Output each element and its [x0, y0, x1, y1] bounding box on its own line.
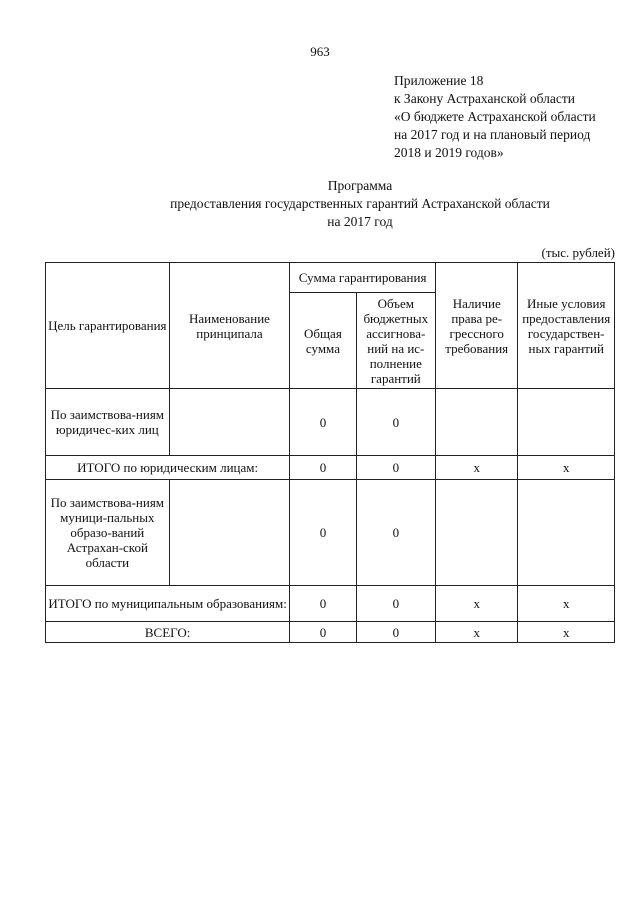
- table-row: [46, 389, 615, 456]
- cell-other: x: [518, 456, 615, 480]
- cell-budget: 0: [356, 586, 435, 622]
- subtotal-row: [46, 456, 615, 480]
- cell-other: [518, 389, 615, 456]
- title-line: на 2017 год: [327, 214, 393, 229]
- cell-total: 0: [290, 622, 356, 643]
- cell-principal: [169, 389, 290, 456]
- page-number: 963: [310, 44, 330, 59]
- cell-total: 0: [290, 480, 356, 586]
- table-row: [46, 480, 615, 586]
- header-goal: Цель гарантирования: [46, 263, 170, 389]
- header-total-sum: Общая сумма: [290, 293, 356, 389]
- cell-grand-total-label: ВСЕГО:: [46, 622, 290, 643]
- header-budget-volume: Объем бюджетных ассигнова-ний на ис-полнение гарантий: [356, 293, 435, 389]
- header-sum-group: Сумма гарантирования: [290, 263, 436, 293]
- cell-principal: [169, 480, 290, 586]
- cell-regress: [436, 480, 518, 586]
- title-line: Программа: [327, 178, 393, 193]
- cell-other: x: [518, 586, 615, 622]
- appendix-line: Приложение 18: [394, 73, 484, 88]
- appendix-line: «О бюджете Астраханской области: [394, 109, 596, 124]
- appendix-line: к Закону Астраханской области: [394, 91, 576, 106]
- appendix-reference: [394, 72, 596, 162]
- cell-total: 0: [290, 456, 356, 480]
- cell-budget: 0: [356, 480, 435, 586]
- cell-regress: x: [436, 586, 518, 622]
- unit-label: (тыс. рублей): [541, 245, 615, 260]
- cell-regress: [436, 389, 518, 456]
- cell-goal: По заимствова-ниям юридичес-ких лиц: [46, 389, 170, 456]
- document-title: [80, 177, 640, 231]
- appendix-line: на 2017 год и на плановый период: [394, 127, 591, 142]
- title-line: предоставления государственных гарантий Астраханской области: [170, 196, 550, 211]
- cell-other: x: [518, 622, 615, 643]
- cell-budget: 0: [356, 389, 435, 456]
- header-principal: Наименование принципала: [169, 263, 290, 389]
- guarantee-program-table: [45, 262, 615, 643]
- cell-total: 0: [290, 389, 356, 456]
- cell-goal: По заимствова-ниям муници-пальных образо-ваний Астрахан-ской области: [46, 480, 170, 586]
- cell-regress: x: [436, 456, 518, 480]
- cell-subtotal-label: ИТОГО по юридическим лицам:: [46, 456, 290, 480]
- cell-budget: 0: [356, 456, 435, 480]
- grand-total-row: [46, 622, 615, 643]
- cell-total: 0: [290, 586, 356, 622]
- header-other-conditions: Иные условия предоставления государствен-ных гарантий: [518, 263, 615, 389]
- appendix-line: 2018 и 2019 годов»: [394, 145, 504, 160]
- cell-budget: 0: [356, 622, 435, 643]
- cell-regress: x: [436, 622, 518, 643]
- header-regress: Наличие права ре-грессного требования: [436, 263, 518, 389]
- subtotal-row: [46, 586, 615, 622]
- cell-subtotal-label: ИТОГО по муниципальным образованиям:: [46, 586, 290, 622]
- cell-other: [518, 480, 615, 586]
